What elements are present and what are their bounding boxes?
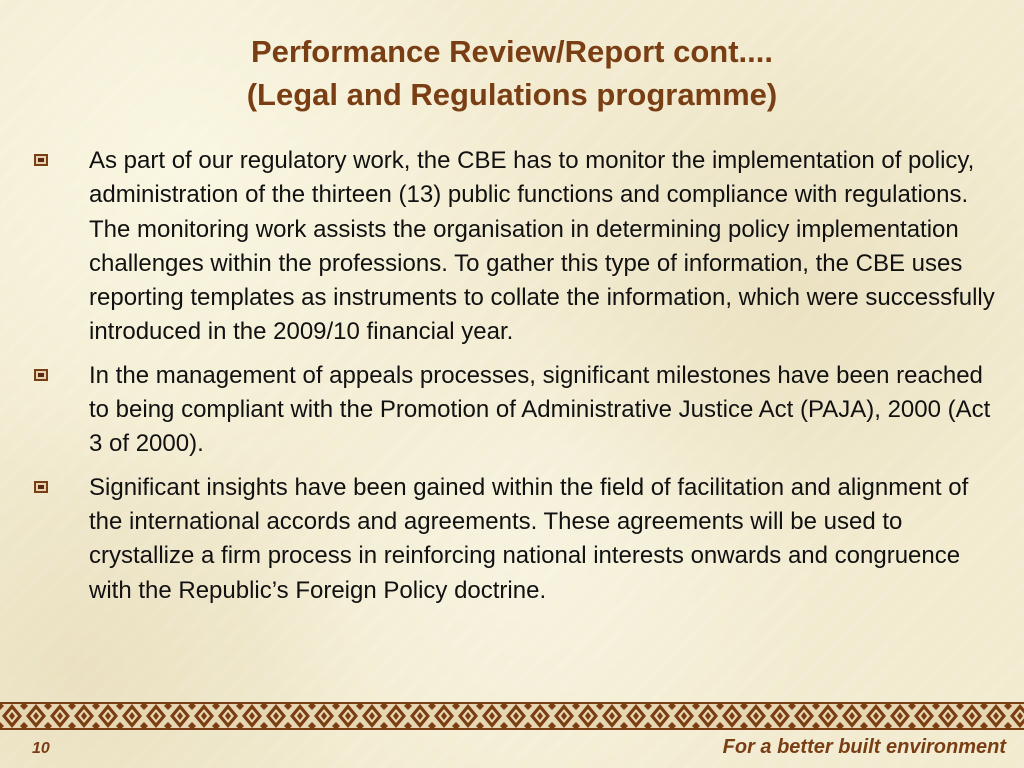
bullet-item-1 [34,144,1004,350]
page-number: 10 [32,740,50,757]
slide-title [0,30,1024,116]
bullet-text-3: Significant insights have been gained within the field of facilitation and alignment of the international accords and agreements. These agreements will be used to crystallize a firm process in reinforcing national interests onwards and congruence with the Republic’s Foreign Policy doctrine. [89,473,969,604]
square-bullet-icon [34,369,48,381]
decorative-border [0,702,1024,730]
bullet-list [34,144,1004,617]
bullet-text-2: In the management of appeals processes, significant milestones have been reached to being compliant with the Promotion of Administrative Justice Act (PAJA), 2000 (Act 3 of 2000). [89,361,991,458]
square-bullet-icon [34,481,48,493]
bullet-item-3 [34,471,1004,608]
bullet-item-2 [34,359,1004,462]
slide-title-line-1: Performance Review/Report cont.... [251,34,773,69]
slide-title-line-2: (Legal and Regulations programme) [246,77,778,112]
square-bullet-icon [34,154,48,166]
bullet-text-1: As part of our regulatory work, the CBE has to monitor the implementation of policy, administration of the thirteen (13) public functions and compliance with regulations. The monitoring work assists the organisation in determining policy implementation challenges within the professions. To gather this type of information, the CBE uses reporting templates as instruments to collate the information, which were successfully introduced in the 2009/10 financial year. [89,147,995,346]
footer-tagline: For a better built environment [722,736,1006,758]
